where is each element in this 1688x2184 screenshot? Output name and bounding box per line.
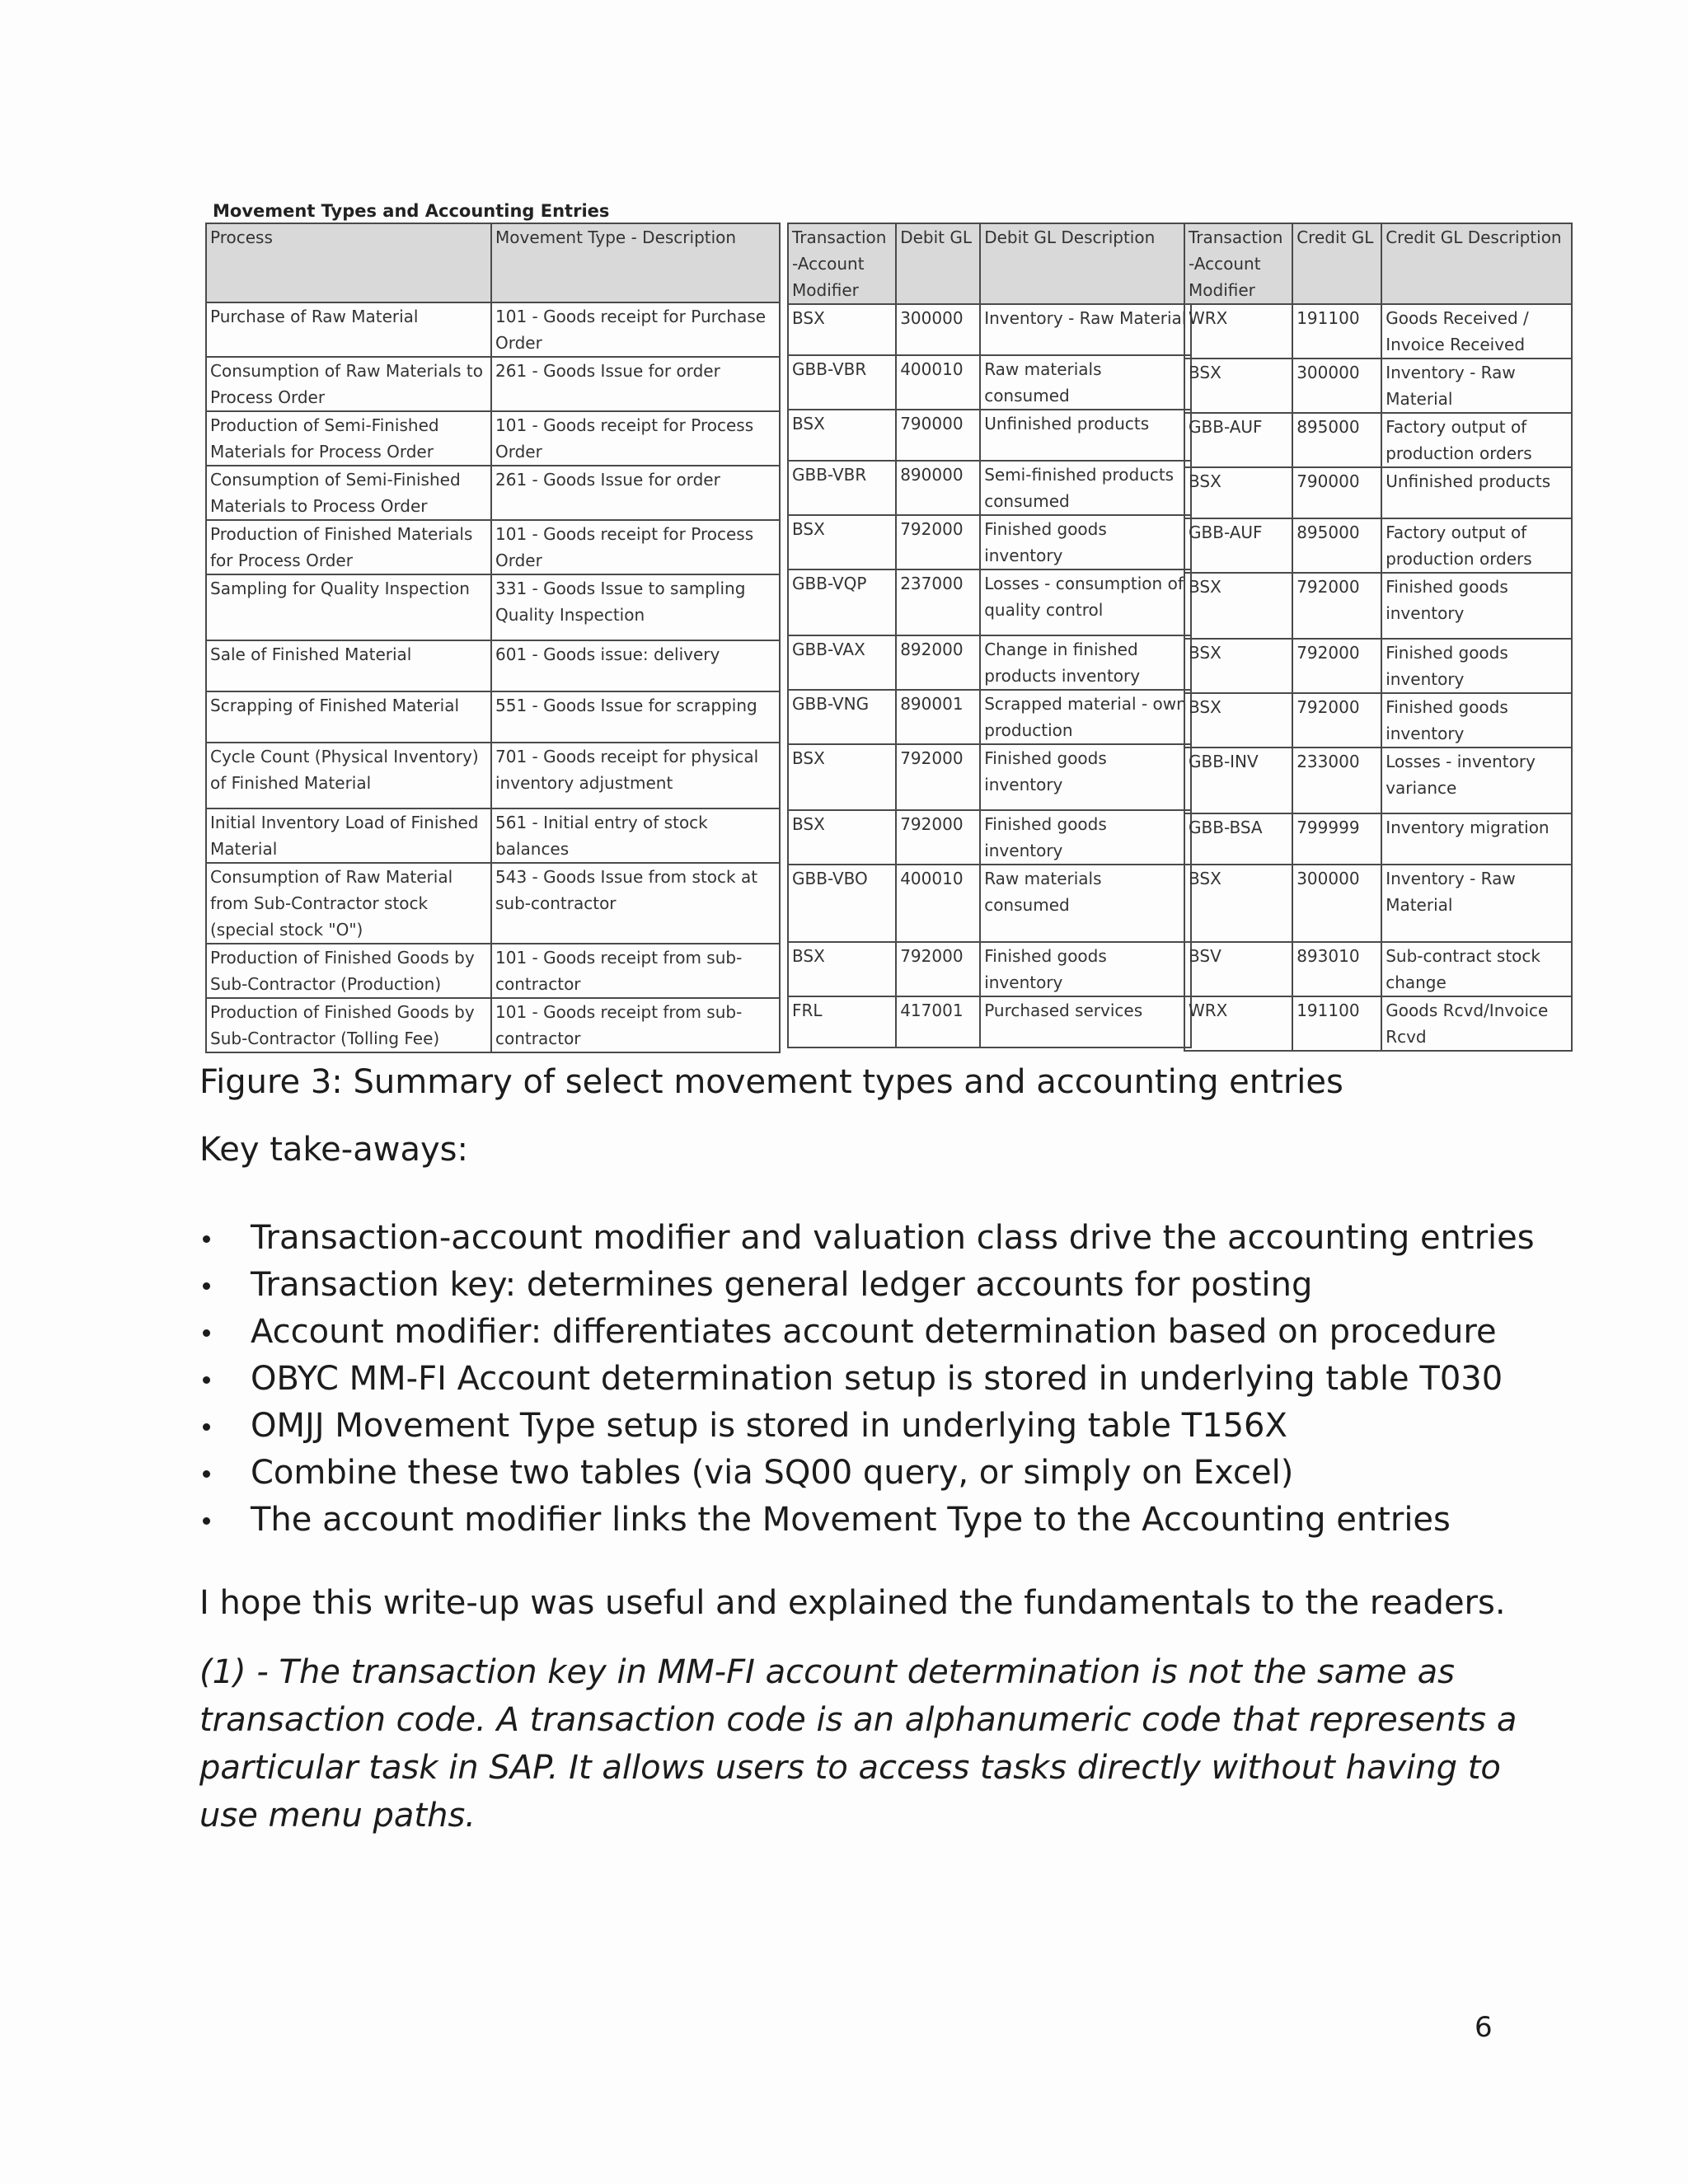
cell-process: Sale of Finished Material bbox=[206, 640, 491, 691]
bullet-dot-icon bbox=[203, 1376, 210, 1384]
table-row bbox=[1184, 693, 1572, 748]
cell-movement-type: 543 - Goods Issue from stock at sub-contractor bbox=[491, 863, 780, 944]
table-row bbox=[1184, 748, 1572, 813]
cell-debit-gl: 792000 bbox=[896, 810, 980, 865]
cell-debit-gl: 237000 bbox=[896, 569, 980, 635]
table-row bbox=[206, 357, 780, 411]
cell-process: Production of Finished Goods by Sub-Contractor (Tolling Fee) bbox=[206, 998, 491, 1052]
cell-debit-desc: Raw materials consumed bbox=[980, 865, 1191, 942]
cell-credit-tam: WRX bbox=[1184, 304, 1292, 359]
cell-credit-gl: 300000 bbox=[1292, 359, 1381, 413]
cell-debit-desc: Change in finished products inventory bbox=[980, 635, 1191, 690]
cell-debit-gl: 792000 bbox=[896, 744, 980, 810]
cell-credit-desc: Factory output of production orders bbox=[1381, 518, 1572, 573]
footnote: (1) - The transaction key in MM-FI account determination is not the same as transaction code. A transaction code is an alphanumeric code that represents a particular task in SAP. It allows users to access tasks directly without having to use menu paths. bbox=[199, 1653, 1517, 1835]
table-row bbox=[206, 743, 780, 808]
table-row bbox=[206, 574, 780, 640]
cell-movement-type: 561 - Initial entry of stock balances bbox=[491, 808, 780, 863]
cell-debit-desc: Unfinished products bbox=[980, 410, 1191, 461]
cell-debit-gl: 890001 bbox=[896, 690, 980, 744]
table-row bbox=[1184, 865, 1572, 942]
table-row bbox=[1184, 639, 1572, 693]
table-row bbox=[1184, 573, 1572, 639]
table-row bbox=[788, 355, 1191, 410]
cell-credit-gl: 895000 bbox=[1292, 413, 1381, 467]
cell-debit-tam: GBB-VBR bbox=[788, 355, 896, 410]
cell-credit-desc: Inventory - Raw Material bbox=[1381, 865, 1572, 942]
cell-process: Cycle Count (Physical Inventory) of Finished Material bbox=[206, 743, 491, 808]
cell-debit-gl: 790000 bbox=[896, 410, 980, 461]
cell-credit-tam: BSX bbox=[1184, 359, 1292, 413]
cell-debit-desc: Finished goods inventory bbox=[980, 810, 1191, 865]
header-credit-gl: Credit GL bbox=[1292, 223, 1381, 304]
cell-debit-desc: Finished goods inventory bbox=[980, 744, 1191, 810]
cell-credit-tam: BSV bbox=[1184, 942, 1292, 996]
list-item bbox=[199, 1309, 1535, 1356]
table-row bbox=[206, 520, 780, 574]
cell-movement-type: 101 - Goods receipt for Purchase Order bbox=[491, 302, 780, 357]
cell-debit-desc: Inventory - Raw Material bbox=[980, 304, 1191, 355]
table-row bbox=[1184, 813, 1572, 865]
cell-credit-gl: 893010 bbox=[1292, 942, 1381, 996]
table-row bbox=[788, 461, 1191, 515]
cell-credit-gl: 895000 bbox=[1292, 518, 1381, 573]
cell-credit-desc: Inventory - Raw Material bbox=[1381, 359, 1572, 413]
cell-process: Consumption of Semi-Finished Materials to Process Order bbox=[206, 466, 491, 520]
takeaway-list bbox=[199, 1215, 1535, 1544]
cell-debit-tam: BSX bbox=[788, 410, 896, 461]
cell-debit-desc: Finished goods inventory bbox=[980, 942, 1191, 996]
list-item bbox=[199, 1403, 1535, 1450]
table-row bbox=[206, 691, 780, 743]
cell-credit-tam: GBB-AUF bbox=[1184, 518, 1292, 573]
cell-debit-tam: GBB-VNG bbox=[788, 690, 896, 744]
cell-debit-gl: 400010 bbox=[896, 865, 980, 942]
bullet-text: OBYC MM-FI Account determination setup is stored in underlying table T030 bbox=[251, 1360, 1503, 1398]
cell-credit-desc: Factory output of production orders bbox=[1381, 413, 1572, 467]
header-process: Process bbox=[206, 223, 491, 302]
cell-debit-tam: BSX bbox=[788, 515, 896, 569]
header-movement-type: Movement Type - Description bbox=[491, 223, 780, 302]
cell-credit-tam: BSX bbox=[1184, 573, 1292, 639]
cell-process: Production of Finished Materials for Process Order bbox=[206, 520, 491, 574]
cell-movement-type: 701 - Goods receipt for physical inventory adjustment bbox=[491, 743, 780, 808]
cell-process: Production of Semi-Finished Materials for Process Order bbox=[206, 411, 491, 466]
bullet-dot-icon bbox=[203, 1517, 210, 1525]
debit-table bbox=[787, 223, 1192, 1048]
cell-debit-gl: 300000 bbox=[896, 304, 980, 355]
cell-process: Sampling for Quality Inspection bbox=[206, 574, 491, 640]
table-row bbox=[788, 515, 1191, 569]
cell-credit-tam: GBB-BSA bbox=[1184, 813, 1292, 865]
cell-process: Production of Finished Goods by Sub-Contractor (Production) bbox=[206, 944, 491, 998]
cell-debit-desc: Losses - consumption of quality control bbox=[980, 569, 1191, 635]
table-row bbox=[788, 865, 1191, 942]
cell-movement-type: 551 - Goods Issue for scrapping bbox=[491, 691, 780, 743]
movement-type-table bbox=[205, 223, 781, 1053]
cell-debit-tam: BSX bbox=[788, 304, 896, 355]
cell-debit-tam: FRL bbox=[788, 996, 896, 1047]
table-row bbox=[1184, 942, 1572, 996]
cell-process: Consumption of Raw Material from Sub-Contractor stock (special stock "O") bbox=[206, 863, 491, 944]
cell-debit-tam: BSX bbox=[788, 942, 896, 996]
cell-debit-gl: 417001 bbox=[896, 996, 980, 1047]
header-debit-description: Debit GL Description bbox=[980, 223, 1191, 304]
figure-caption: Figure 3: Summary of select movement types and accounting entries bbox=[199, 1063, 1343, 1101]
cell-movement-type: 101 - Goods receipt from sub-contractor bbox=[491, 944, 780, 998]
cell-credit-tam: WRX bbox=[1184, 996, 1292, 1051]
cell-debit-tam: GBB-VAX bbox=[788, 635, 896, 690]
bullet-text: Combine these two tables (via SQ00 query, or simply on Excel) bbox=[251, 1454, 1294, 1492]
header-debit-gl: Debit GL bbox=[896, 223, 980, 304]
cell-credit-tam: GBB-INV bbox=[1184, 748, 1292, 813]
key-takeaways-heading: Key take-aways: bbox=[199, 1131, 468, 1169]
table-row bbox=[788, 996, 1191, 1047]
table-title: Movement Types and Accounting Entries bbox=[213, 201, 610, 221]
table-row bbox=[206, 998, 780, 1052]
cell-movement-type: 261 - Goods Issue for order bbox=[491, 466, 780, 520]
table-row bbox=[1184, 996, 1572, 1051]
cell-movement-type: 261 - Goods Issue for order bbox=[491, 357, 780, 411]
table-row bbox=[1184, 413, 1572, 467]
header-debit-modifier: Transaction-Account Modifier bbox=[788, 223, 896, 304]
table-row bbox=[788, 569, 1191, 635]
cell-process: Scrapping of Finished Material bbox=[206, 691, 491, 743]
table-row bbox=[206, 863, 780, 944]
cell-credit-tam: BSX bbox=[1184, 467, 1292, 518]
header-credit-modifier: Transaction-Account Modifier bbox=[1184, 223, 1292, 304]
table-row bbox=[788, 942, 1191, 996]
list-item bbox=[199, 1356, 1535, 1403]
cell-credit-desc: Losses - inventory variance bbox=[1381, 748, 1572, 813]
cell-debit-gl: 792000 bbox=[896, 942, 980, 996]
cell-credit-desc: Finished goods inventory bbox=[1381, 639, 1572, 693]
list-item bbox=[199, 1215, 1535, 1262]
cell-movement-type: 331 - Goods Issue to sampling Quality Inspection bbox=[491, 574, 780, 640]
cell-process: Initial Inventory Load of Finished Material bbox=[206, 808, 491, 863]
cell-debit-gl: 892000 bbox=[896, 635, 980, 690]
cell-debit-gl: 792000 bbox=[896, 515, 980, 569]
cell-credit-gl: 792000 bbox=[1292, 639, 1381, 693]
cell-credit-desc: Unfinished products bbox=[1381, 467, 1572, 518]
cell-credit-desc: Inventory migration bbox=[1381, 813, 1572, 865]
page-number: 6 bbox=[1475, 2011, 1493, 2044]
cell-debit-gl: 400010 bbox=[896, 355, 980, 410]
closing-paragraph: I hope this write-up was useful and explained the fundamentals to the readers. bbox=[199, 1584, 1506, 1622]
cell-debit-desc: Semi-finished products consumed bbox=[980, 461, 1191, 515]
cell-debit-desc: Raw materials consumed bbox=[980, 355, 1191, 410]
cell-movement-type: 101 - Goods receipt from sub-contractor bbox=[491, 998, 780, 1052]
table-row bbox=[206, 640, 780, 691]
bullet-text: OMJJ Movement Type setup is stored in underlying table T156X bbox=[251, 1407, 1287, 1445]
table-row bbox=[206, 466, 780, 520]
cell-credit-gl: 790000 bbox=[1292, 467, 1381, 518]
table-row bbox=[788, 304, 1191, 355]
cell-credit-gl: 233000 bbox=[1292, 748, 1381, 813]
cell-credit-desc: Finished goods inventory bbox=[1381, 573, 1572, 639]
cell-credit-gl: 191100 bbox=[1292, 996, 1381, 1051]
credit-table bbox=[1184, 223, 1573, 1052]
list-item bbox=[199, 1450, 1535, 1497]
cell-movement-type: 101 - Goods receipt for Process Order bbox=[491, 520, 780, 574]
cell-credit-gl: 792000 bbox=[1292, 693, 1381, 748]
cell-debit-tam: BSX bbox=[788, 810, 896, 865]
cell-credit-gl: 799999 bbox=[1292, 813, 1381, 865]
bullet-dot-icon bbox=[203, 1282, 210, 1290]
bullet-text: Transaction-account modifier and valuation class drive the accounting entries bbox=[251, 1219, 1535, 1257]
table-row bbox=[788, 635, 1191, 690]
table-row bbox=[206, 944, 780, 998]
table-row bbox=[788, 410, 1191, 461]
bullet-dot-icon bbox=[203, 1423, 210, 1431]
bullet-dot-icon bbox=[203, 1470, 210, 1478]
table-row bbox=[206, 808, 780, 863]
cell-debit-tam: GBB-VQP bbox=[788, 569, 896, 635]
cell-debit-tam: GBB-VBR bbox=[788, 461, 896, 515]
table-row bbox=[206, 302, 780, 357]
cell-process: Consumption of Raw Materials to Process Order bbox=[206, 357, 491, 411]
table-row bbox=[206, 411, 780, 466]
cell-debit-tam: GBB-VBO bbox=[788, 865, 896, 942]
cell-debit-gl: 890000 bbox=[896, 461, 980, 515]
cell-movement-type: 101 - Goods receipt for Process Order bbox=[491, 411, 780, 466]
cell-debit-desc: Purchased services bbox=[980, 996, 1191, 1047]
cell-debit-tam: BSX bbox=[788, 744, 896, 810]
cell-debit-desc: Finished goods inventory bbox=[980, 515, 1191, 569]
bullet-text: Account modifier: differentiates account determination based on procedure bbox=[251, 1313, 1497, 1351]
table-row bbox=[1184, 304, 1572, 359]
cell-credit-gl: 792000 bbox=[1292, 573, 1381, 639]
bullet-dot-icon bbox=[203, 1329, 210, 1337]
table-row bbox=[788, 744, 1191, 810]
table-row bbox=[788, 690, 1191, 744]
bullet-text: Transaction key: determines general ledger accounts for posting bbox=[251, 1266, 1313, 1304]
cell-credit-tam: BSX bbox=[1184, 639, 1292, 693]
cell-credit-tam: BSX bbox=[1184, 693, 1292, 748]
cell-credit-desc: Goods Received / Invoice Received bbox=[1381, 304, 1572, 359]
cell-credit-gl: 191100 bbox=[1292, 304, 1381, 359]
cell-credit-desc: Goods Rcvd/Invoice Rcvd bbox=[1381, 996, 1572, 1051]
cell-credit-tam: BSX bbox=[1184, 865, 1292, 942]
table-row bbox=[1184, 359, 1572, 413]
bullet-text: The account modifier links the Movement Type to the Accounting entries bbox=[251, 1501, 1451, 1539]
cell-movement-type: 601 - Goods issue: delivery bbox=[491, 640, 780, 691]
cell-process: Purchase of Raw Material bbox=[206, 302, 491, 357]
bullet-dot-icon bbox=[203, 1235, 210, 1243]
table-row bbox=[1184, 518, 1572, 573]
cell-credit-tam: GBB-AUF bbox=[1184, 413, 1292, 467]
list-item bbox=[199, 1262, 1535, 1309]
cell-credit-desc: Finished goods inventory bbox=[1381, 693, 1572, 748]
cell-debit-desc: Scrapped material - own production bbox=[980, 690, 1191, 744]
cell-credit-gl: 300000 bbox=[1292, 865, 1381, 942]
cell-credit-desc: Sub-contract stock change bbox=[1381, 942, 1572, 996]
header-credit-description: Credit GL Description bbox=[1381, 223, 1572, 304]
list-item bbox=[199, 1497, 1535, 1544]
table-row bbox=[1184, 467, 1572, 518]
table-row bbox=[788, 810, 1191, 865]
